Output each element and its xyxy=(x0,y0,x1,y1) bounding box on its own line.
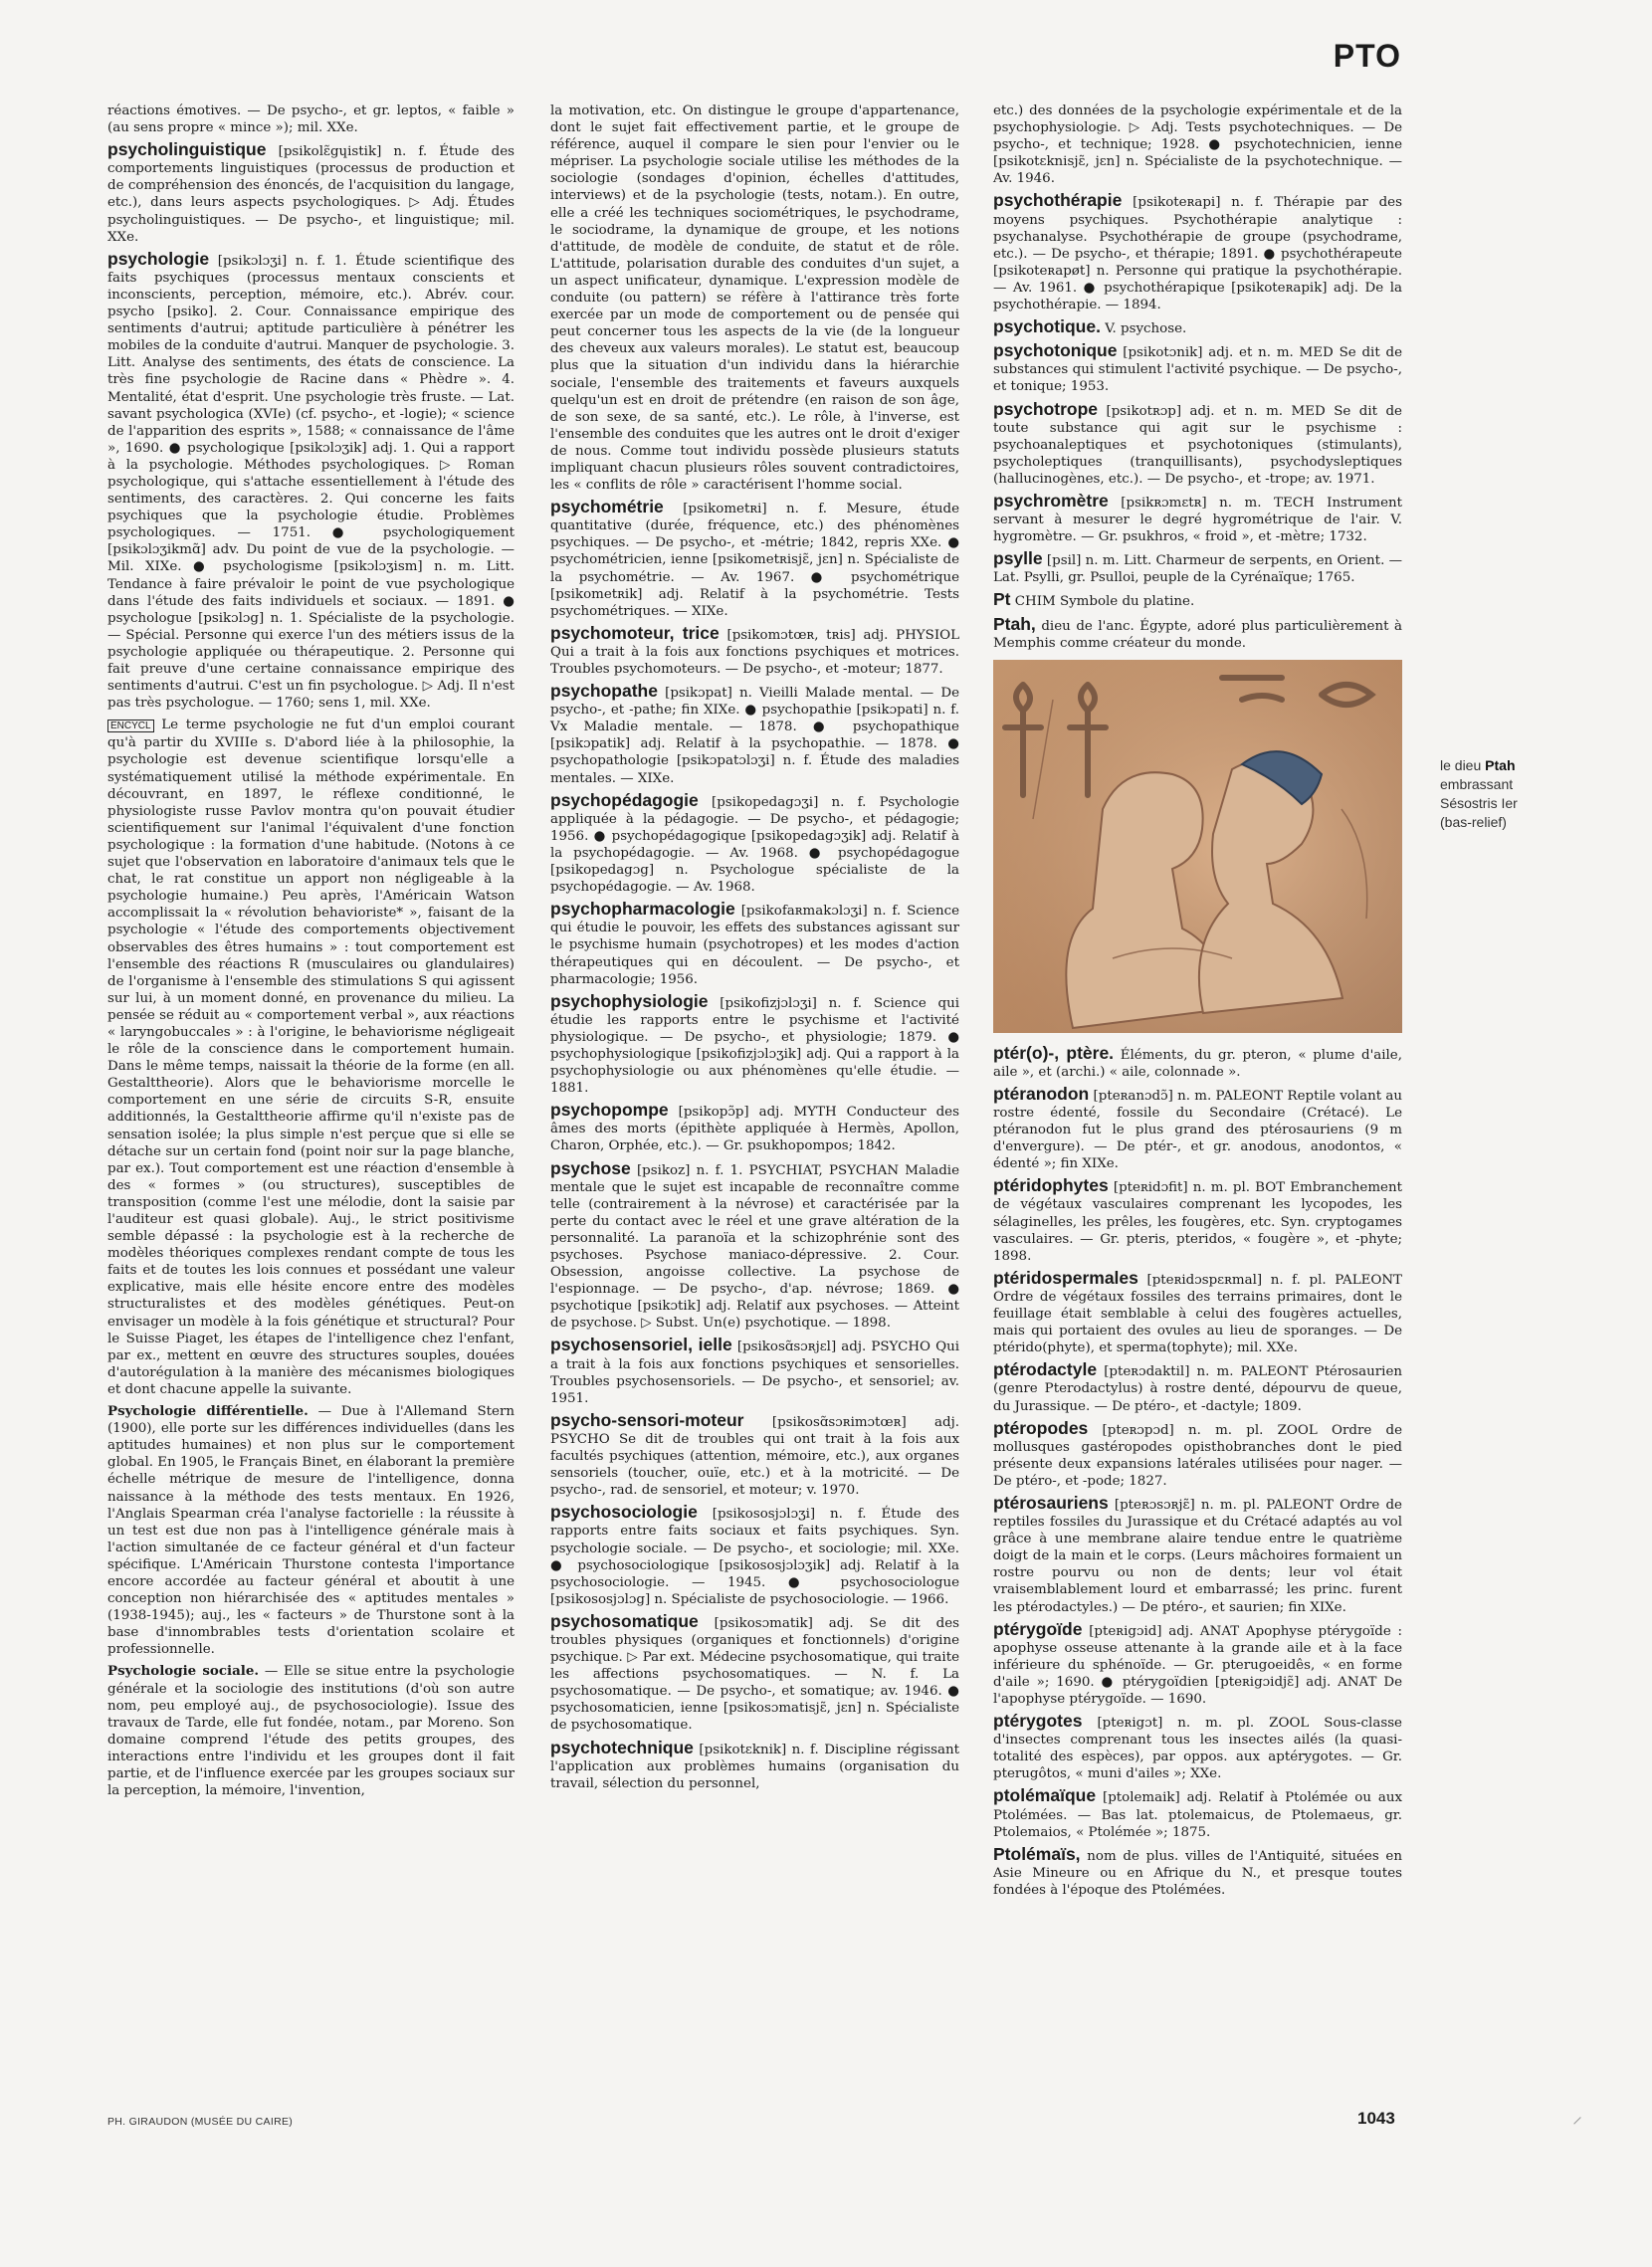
dictionary-entry xyxy=(993,1618,1402,1708)
dictionary-entry xyxy=(993,1177,1402,1264)
entry-definition: [pteʀigɔt] n. m. pl. ZOOL Sous-classe d'insectes comprenant tous les insectes ailés (la quasi-totalité des espèces), par oppos. aux aptérygotes. — Gr. pterugôtos, « muni d'ailes »; XXe. xyxy=(993,1716,1402,1782)
caption-prefix: le dieu xyxy=(1440,757,1482,773)
dictionary-entry xyxy=(993,103,1402,187)
entry-headword: ptérodactyle xyxy=(993,1359,1098,1380)
entry-definition: [psil] n. m. Litt. Charmeur de serpents, en Orient. — Lat. Psylli, gr. Psulloi, peuple de la Cyrénaïque; 1765. xyxy=(993,553,1402,586)
dictionary-entry xyxy=(550,1737,959,1792)
entry-headword: psychopathe xyxy=(550,681,658,702)
entry-headword: ptérygoïde xyxy=(993,1618,1083,1639)
dictionary-entry xyxy=(993,318,1402,337)
dictionary-entry xyxy=(993,342,1402,395)
entry-definition: Le terme psychologie ne fut d'un emploi courant qu'à partir du XVIIIe s. D'abord liée à la philosophie, la psychologie est devenue scientifique lorsqu'elle a systématiquement utilisé la méthode expérimentale. En découvrant, en 1897, le réflexe conditionné, le physiologiste russe Pavlov montra qu'on pouvait étudier scientifiquement sur l'animal l'équivalent d'une fonction psychologique : la formation d'une habitude. (Notons à ce sujet que l'observation en laboratoire d'animaux tels que le chat, le rat constitue un apport non négligeable à la psychologie humaine.) Peu après, l'Américain Watson accomplissait la « révolution behavioriste* », faisant de la psychologie « l'étude des comportements objectivement observables des êtres humains » : tout comportement est l'ensemble des réactions R (musculaires ou glandulaires) de l'organisme à l'ensemble des stimulations S qui agissent sur lui, à un moment donné, en provenance du milieu. La pensée se réduit au « comportement verbal », aux réactions « laryngobuccales » : à l'origine, le behaviorisme négligeait le rôle de la conscience dans le comportement humain. Dans le même temps, naissait la théorie de la forme (en all. Gestalttheorie). Alors que le behaviorisme morcelle le comportement en une série de circuits S-R, ensuite additionnés, la Gestalttheorie affirme qu'il n'existe pas de sensation isolée; la plus simple n'est perçue que si elle se détache sur un certain fond (point noir sur la page blanche, par ex.). Tout comportement est une réaction d'ensemble à des « formes » (ou structures), susceptibles de transposition (comme l'est une mélodie, dont la saisie par l'auditeur est quasi globale). Auj., le strict positivisme semble dépassé : la psychologie est à la recherche de modèles théoriques complexes rendant compte de tous les faits et de toutes les lois connues et possédant une valeur explicative, mais elle hésite encore entre des modèles structuralistes et des modèles génétiques. Peut-on envisager un modèle à la fois génétique et structural? Pour le Suisse Piaget, les étapes de l'intelligence chez l'enfant, par ex., mettent en œuvre des structures souples, douées d'autorégulation à la manière des mécanismes biologiques et dont chacune appelle la suivante. xyxy=(107,718,515,1397)
entry-definition: dieu de l'anc. Égypte, adoré plus particulièrement à Memphis comme créateur du monde. xyxy=(993,618,1402,651)
dictionary-entry xyxy=(993,192,1402,313)
entry-headword: psychologie xyxy=(107,248,210,269)
entry-headword: psychose xyxy=(550,1157,631,1178)
entry-headword: psychothérapie xyxy=(993,190,1123,211)
dictionary-entry xyxy=(107,248,516,713)
entry-definition: [psikɔpat] n. Vieilli Malade mental. — De psycho-, et -pathe; fin XIXe. ● psychopathie [psikɔpati] n. f. Vx Maladie mentale. — 1878. ● psychopathique [psikɔpatik] adj. Relatif à la psychopathie. — 1878. ● psychopathologie [psikɔpatɔlɔʒi] n. f. Étude des maladies mentales. — XIXe. xyxy=(550,686,960,786)
entry-headword: psylle xyxy=(993,548,1043,569)
entry-definition: nom de plus. villes de l'Antiquité, situées en Asie Mineure ou en Afrique du N., et presque toutes fondées à l'époque des Ptolémées. xyxy=(993,1848,1402,1898)
entry-definition: [psikosɑ̃sɔʀjɛl] adj. PSYCHO Qui a trait à la fois aux fonctions psychiques et sensorielles. Troubles psychosensoriels. — De psycho-, et sensoriel; av. 1951. xyxy=(550,1340,959,1406)
dictionary-entry xyxy=(993,1083,1402,1172)
dictionary-entry xyxy=(993,398,1402,488)
entry-headword: psychotonique xyxy=(993,340,1118,361)
entry-headword: ptéranodon xyxy=(993,1083,1090,1104)
entry-headword: psychotique. xyxy=(993,316,1101,337)
entry-headword: psychométrie xyxy=(550,497,664,517)
entry-headword: psychromètre xyxy=(993,490,1109,511)
guide-word: PTO xyxy=(1333,38,1401,74)
dictionary-entry xyxy=(550,683,959,787)
entry-definition: [psikɔlɔʒi] n. f. 1. Étude scientifique des faits psychiques (processus mentaux conscients et inconscients, perception, mémoire, etc.). Abrév. cour. psycho [psiko]. 2. Cour. Connaissance empirique des sentiments d'autrui; aptitude particulière à pénétrer les mobiles de la conduite d'autrui. Manquer de psychologie. 3. Litt. Analyse des sentiments, des états de conscience. La très fine psychologie de Racine dans « Phèdre ». 4. Mentalité, état d'esprit. Une psychologie très fruste. — Lat. savant psychologica (XVIe) (cf. psycho-, et -logie); « science de l'apparition des esprits », 1588; « connaissance de l'âme », 1690. ● psychologique [psikɔlɔʒik] adj. 1. Qui a rapport à la psychologie. Méthodes psychologiques. ▷ Roman psychologique, qui s'attache essentiellement à l'étude des sentiments, des caractères. 2. Qui concerne les faits psychiques que la psychologie étudie. Problèmes psychologiques. — 1751. ● psychologiquement [psikɔlɔʒikmɑ̃] adv. Du point de vue de la psychologie. — Mil. XIXe. ● psychologisme [psikɔlɔʒism] n. m. Litt. Tendance à faire prévaloir le point de vue psychologique dans l'étude des faits individuels et sociaux. — 1891. ● psychologue [psikɔlɔg] n. 1. Spécialiste de la psychologie. — Spécial. Personne qui exerce l'un des métiers issus de la psychologie appliquée ou thérapeutique. 2. Personne qui fait preuve d'une certaine connaissance empirique des sentiments d'autrui. C'est un fin psychologue. ▷ Adj. Il n'est pas très psychologue. — 1760; sens 1, mil. XXe. xyxy=(107,253,516,712)
dictionary-entry xyxy=(993,1787,1402,1840)
caption-rest: embrassant Sésostris Ier (bas-relief) xyxy=(1440,776,1518,830)
entry-headword: ptéropodes xyxy=(993,1417,1089,1438)
column-left xyxy=(107,103,515,1804)
dictionary-entry xyxy=(550,901,959,987)
entry-definition: [psikofizjɔlɔʒi] n. f. Science qui étudie les rapports entre le psychisme et l'activité physiologique. — De psycho-, et physiologie; 1879. ● psychophysiologique [psikofizjɔlɔʒik] adj. Qui a rapport à la psychophysiologie ou aux phénomènes qu'elle étudie. — 1881. xyxy=(550,995,959,1097)
entry-definition: [pteʀidɔspɛʀmal] n. f. pl. PALEONT Ordre de végétaux fossiles des terrains primaires, dont le feuillage était semblable à celui des fougères actuelles, mais qui portaient des ovules au lieu de sporanges. — De ptérido(phyte), et sperma(tophyte); mil. XXe. xyxy=(993,1272,1402,1356)
entry-definition: [psikometʀi] n. f. Mesure, étude quantitative (durée, fréquence, etc.) des phénomènes psychiques. — De psycho-, et -métrie; 1842, repris XXe. ● psychométricien, ienne [psikometʀisjɛ̃, jɛn] n. Spécialiste de la psychométrie. — Av. 1967. ● psychométrique [psikometʀik] adj. Relatif à la psychométrie. Tests psychométriques. — XIXe. xyxy=(550,502,959,619)
entry-headword: Ptah, xyxy=(993,613,1036,634)
entry-definition: [psikofaʀmakɔlɔʒi] n. f. Science qui étudie le pouvoir, les effets des substances agissant sur le psychisme humain (psychotropes) et les modes d'action thérapeutiques qui en découlent. — De psycho-, et pharmacologie; 1956. xyxy=(550,904,959,987)
entry-definition: [psikolɛ̃gɥistik] n. f. Étude des comportements linguistiques (processus de production et de compréhension des énoncés, de l'acquisition du langage, etc.), dans leurs aspects psychologiques. ▷ Adj. Études psycholinguistiques. — De psycho-, et linguistique; mil. XXe. xyxy=(107,144,515,245)
entry-headword: psychotrope xyxy=(993,398,1099,419)
entry-definition: [psikotʀɔp] adj. et n. m. MED Se dit de toute substance qui agit sur le psychisme : psychoanaleptiques et psychotoniques (stimulants), psycholeptiques (tranquillisants), psychodysleptiques (hallucinogènes, etc.). — De psycho-, et -trope; av. 1971. xyxy=(993,403,1402,487)
dictionary-entry xyxy=(993,591,1402,610)
entry-definition: la motivation, etc. On distingue le groupe d'appartenance, dont le sujet fait effectivement partie, et le groupe de référence, auquel il compare le sien pour l'envier ou le mépriser. La psychologie sociale utilise les méthodes de la sociologie (sondages d'opinion, échelles d'attitudes, interviews) et de la psychologie (tests, notam.). En outre, elle a créé les techniques sociométriques, le psychodrame, le sociodrame, la dynamique de groupe, et les notions d'attitude, de modèle de conduite, de statut et de rôle. L'attitude, polarisation durable des conduites d'un sujet, a un aspect unificateur, dynamique. L'expression modèle de conduite (ou pattern) se réfère à l'attirance très forte exercée par un mode de comportement ou de pensée qui peut concerner tous les aspects de la vie (de la longueur des cheveux aux valeurs morales). Le statut est, beaucoup plus que la situation d'un individu dans la hiérarchie sociale, l'ensemble des traitements et faveurs auxquels quelqu'un est en droit de prétendre (en raison de son âge, de son sexe, de sa santé, etc.). Le rôle, à l'inverse, est l'ensemble des conduites que les autres ont le droit d'exiger de nous. Comme tout individu possède plusieurs statuts impliquant chacun plusieurs rôles souvent contradictoires, les « conflits de rôle » caractérisent l'homme social. xyxy=(550,103,959,494)
entry-definition: [pteʀigɔid] adj. ANAT Apophyse ptérygoïde : apophyse osseuse attenante à la grande aile et à la face inférieure du sphénoïde. — Gr. pterugoeidês, « en forme d'aile »; 1690. ● ptérygoïdien [pteʀigɔidjɛ̃] adj. ANAT De l'apophyse ptérygoïde. — 1690. xyxy=(993,1623,1402,1707)
dictionary-entry xyxy=(550,1102,959,1154)
entry-definition: [pteʀidɔfit] n. m. pl. BOT Embranchement de végétaux vasculaires comprenant les lycopodes, les sélaginelles, les prêles, les fougères, etc. Syn. cryptogames vasculaires. — Gr. pteris, pteridos, « fougère », et -phyte; 1898. xyxy=(993,1180,1402,1264)
dictionary-entry xyxy=(550,1337,959,1406)
dictionary-entry xyxy=(993,1417,1402,1490)
dictionary-entry xyxy=(550,622,959,678)
entry-definition: [psikopedagɔʒi] n. f. Psychologie appliquée à la pédagogie. — De psycho-, et pédagogie; 1956. ● psychopédagogique [psikopedagɔʒik] adj. Relatif à la psychopédagogie. — Av. 1968. ● psychopédagogue [psikopedagɔg] n. Psychologue spécialiste de la psychopédagogie. — Av. 1968. xyxy=(550,794,959,896)
caption-name: Ptah xyxy=(1485,757,1516,773)
entry-headword: psychopédagogie xyxy=(550,789,699,810)
entry-headword: Pt xyxy=(993,589,1011,610)
entry-definition: CHIM Symbole du platine. xyxy=(1014,594,1195,610)
dictionary-entry xyxy=(550,103,959,494)
entry-definition: [psikʀɔmɛtʀ] n. m. TECH Instrument servant à mesurer le degré hygrométrique de l'air. V. hygromètre. — Gr. psukhros, « froid », et -mètre; 1732. xyxy=(993,495,1402,545)
dictionary-entry xyxy=(107,717,515,1398)
dictionary-entry xyxy=(993,1492,1402,1616)
entry-definition: [pteʀɔpɔd] n. m. pl. ZOOL Ordre de mollusques gastéropodes opisthobranches dont le pied présente deux expansions latérales utilisées pour nager. — De ptéro-, et -pode; 1827. xyxy=(993,1422,1402,1489)
entry-headword: psycho-sensori-moteur xyxy=(550,1409,744,1430)
dictionary-entry xyxy=(993,1713,1402,1782)
entry-headword: psycholinguistique xyxy=(107,139,267,160)
page-number: 1043 xyxy=(1357,2109,1395,2128)
dictionary-entry xyxy=(993,550,1402,586)
encyclopedic-tag: ENCYCL xyxy=(107,720,154,732)
dictionary-entry xyxy=(550,990,959,1098)
entry-definition: [psikomɔtœʀ, tʀis] adj. PHYSIOL Qui a trait à la fois aux fonctions psychiques et motrices. Troubles psychomoteurs. — De psycho-, et -moteur; 1877. xyxy=(550,627,959,677)
dictionary-entry xyxy=(550,1409,959,1499)
entry-headword: psychotechnique xyxy=(550,1737,694,1757)
entry-headword: ptéridophytes xyxy=(993,1175,1109,1196)
dictionary-entry xyxy=(550,1157,959,1333)
entry-definition: [pteʀɔsɔʀjɛ̃] n. m. pl. PALEONT Ordre de reptiles fossiles du Jurassique et du Crétacé adaptés au vol grâce à une membrane alaire tendue entre le quatrième doigt de la main et le corps. (Leurs mâchoires formaient un rostre pourvu ou non de dents; leur vol était vraisemblablement lourd et embarrassé; les princ. furent les ptérodactyles.) — De ptéro-, et saurien; fin XIXe. xyxy=(993,1497,1402,1615)
dictionary-entry xyxy=(550,1504,959,1608)
entry-headword: ptér(o)-, ptère. xyxy=(993,1042,1115,1063)
dictionary-entry xyxy=(550,499,959,620)
dictionary-entry xyxy=(993,1361,1402,1414)
entry-definition: réactions émotives. — De psycho-, et gr. leptos, « faible » (au sens propre « mince »); mil. XXe. xyxy=(107,103,515,136)
entry-definition: Éléments, du gr. pteron, « plume d'aile, aile », et (archi.) « aile, colonnade ». xyxy=(993,1047,1402,1080)
dictionary-entry xyxy=(107,141,515,246)
figure-caption xyxy=(1440,756,1549,832)
entry-headword: psychopompe xyxy=(550,1100,669,1121)
entry-definition: V. psychose. xyxy=(1105,321,1187,337)
dictionary-entry xyxy=(993,1042,1402,1081)
entry-definition: [pteʀɔdaktil] n. m. PALEONT Ptérosaurien (genre Pterodactylus) à rostre denté, dépourvu de queue, du Jurassique. — De ptéro-, et -dactyle; 1809. xyxy=(993,1364,1402,1414)
entry-headword: ptolémaïque xyxy=(993,1785,1097,1806)
entry-headword: psychopharmacologie xyxy=(550,899,735,920)
entry-definition: [psikotɛknik] n. f. Discipline régissant l'application aux problèmes humains (organisation du travail, sélection du personnel, xyxy=(550,1742,959,1791)
entry-definition: etc.) des données de la psychologie expérimentale et de la psychophysiologie. ▷ Adj. Tests psychotechniques. — De psycho-, et technique; 1928. ● psychotechnicien, ienne [psikotɛknisjɛ̃, jɛn] n. Spécialiste de la psychotechnique. — Av. 1946. xyxy=(993,103,1402,187)
entry-headword: psychomoteur, trice xyxy=(550,622,720,643)
dictionary-entry xyxy=(107,1663,515,1799)
entry-definition: [psikososjɔlɔʒi] n. f. Étude des rapports entre faits sociaux et faits psychiques. Syn. psychologie sociale. — De psycho-, et sociologie; mil. XXe. ● psychosociologique [psikososjɔlɔʒik] adj. Relatif à la psychosociologie. — 1945. ● psychosociologue [psikososjɔlɔg] n. Spécialiste de psychosociologie. — 1966. xyxy=(550,1507,959,1607)
section-heading: Psychologie différentielle. xyxy=(107,1403,309,1420)
section-heading: Psychologie sociale. xyxy=(107,1663,260,1680)
entry-headword: Ptolémaïs, xyxy=(993,1843,1081,1864)
corner-scribble: ⸝ xyxy=(1572,2104,1582,2128)
entry-definition: [ptolemaik] adj. Relatif à Ptolémée ou aux Ptolémées. — Bas lat. ptolemaicus, de Ptolemaeus, gr. Ptolemaios, « Ptolémée »; 1875. xyxy=(993,1790,1402,1840)
dictionary-entry xyxy=(550,1610,959,1735)
dictionary-entry xyxy=(993,613,1402,652)
dictionary-entry xyxy=(107,103,515,136)
entry-definition: [psikotɔnik] adj. et n. m. MED Se dit de substances qui stimulent l'activité psychique. — De psycho-, et tonique; 1953. xyxy=(993,345,1402,395)
dictionary-entry xyxy=(107,1403,515,1658)
column-middle xyxy=(550,103,959,1797)
dictionary-entry xyxy=(550,789,959,897)
entry-headword: psychophysiologie xyxy=(550,990,709,1011)
dictionary-entry xyxy=(993,490,1402,545)
entry-headword: psychosomatique xyxy=(550,1610,699,1631)
entry-definition: [psikoteʀapi] n. f. Thérapie par des moyens psychiques. Psychothérapie analytique : psychanalyse. Psychothérapie de groupe (psychodrame, etc.). — De psycho-, et thérapie; 1891. ● psychothérapeute [psikoteʀapøt] n. Personne qui pratique la psychothérapie. — Av. 1961. ● psychothérapique [psikoteʀapik] adj. De la psychothérapie. — 1894. xyxy=(993,195,1402,313)
entry-definition: [psikosɔmatik] adj. Se dit des troubles physiques (organiques et fonctionnels) d'origine psychique. ▷ Par ext. Médecine psychosomatique, qui traite les affections psychosomatiques. — N. f. La psychosomatique. — De psycho-, et somatique; av. 1946. ● psychosomaticien, ienne [psikosɔmatisjɛ̃, jɛn] n. Spécialiste de psychosomatique. xyxy=(550,1615,959,1734)
ptah-relief-image xyxy=(993,660,1402,1033)
photo-credit: PH. GIRAUDON (MUSÉE DU CAIRE) xyxy=(107,2116,294,2128)
column-right xyxy=(993,103,1402,1904)
entry-definition: — Elle se situe entre la psychologie générale et la sociologie des institutions (d'où son autre nom, peu employé auj., de psychosociologie). Issue des travaux de Tarde, elle fut fondée, notam., par Moreno. Son domaine comprend l'étude des petits groupes, des interactions entre l'individu et les groupes dont il fait partie, et de l'influence exercée par les groupes sociaux sur la perception, la mémoire, l'invention, xyxy=(107,1664,515,1799)
entry-definition: [pteʀanɔdɔ̃] n. m. PALEONT Reptile volant au rostre édenté, fossile du Secondaire (Crétacé). Le ptéranodon fut le plus grand des ptérosauriens (9 m d'envergure). — De ptér-, et gr. anodous, anodontos, « édenté »; fin XIXe. xyxy=(993,1088,1402,1172)
entry-definition: — Due à l'Allemand Stern (1900), elle porte sur les différences individuelles (dans les aptitudes humaines) et non plus sur le comportement global. En 1905, le Français Binet, en élaborant la première échelle métrique de mesure de l'intelligence, donna naissance à la méthode des tests mentaux. En 1926, l'Anglais Spearman créa l'analyse factorielle : la réussite à un test est due non pas à l'intelligence générale mais à l'action simultanée de ce facteur général et d'un facteur spécifique. L'Américain Thurstone contesta l'importance encore accordée au facteur général et aboutit à une conception non hiérarchisée des « aptitudes mentales » (1938-1945); auj., les « facteurs » de Thurstone sont à la base d'innombrables tests d'orientation scolaire et professionnelle. xyxy=(107,1404,515,1658)
entry-headword: ptérosauriens xyxy=(993,1492,1109,1513)
dictionary-entry xyxy=(993,1267,1402,1356)
dictionary-entry xyxy=(993,1843,1402,1899)
entry-definition: [psikosɑ̃sɔʀimɔtœʀ] adj. PSYCHO Se dit de troubles qui ont trait à la fois aux facultés psychiques (attention, mémoire, etc.), aux organes sensoriels (toucher, ouïe, etc.) et à la motricité. — De psycho-, rad. de sensoriel, et moteur; v. 1970. xyxy=(550,1414,959,1499)
entry-headword: ptéridospermales xyxy=(993,1267,1138,1288)
entry-headword: ptérygotes xyxy=(993,1711,1083,1732)
entry-headword: psychosensoriel, ielle xyxy=(550,1335,732,1355)
entry-definition: [psikoz] n. f. 1. PSYCHIAT, PSYCHAN Maladie mentale que le sujet est incapable de reconnaître comme telle (contrairement à la névrose) et caractérisée par la perte du contact avec le réel et une grave altération de la personnalité. La paranoïa et la schizophrénie sont des psychoses. Psychose maniaco-dépressive. 2. Cour. Obsession, angoisse collective. La psychose de l'espionnage. — De psycho-, d'ap. névrose; 1869. ● psychotique [psikɔtik] adj. Relatif aux psychoses. — Atteint de psychose. ▷ Subst. Un(e) psychotique. — 1898. xyxy=(550,1162,959,1332)
entry-headword: psychosociologie xyxy=(550,1502,698,1523)
entry-definition: [psikopɔ̃p] adj. MYTH Conducteur des âmes des morts (épithète appliquée à Hermès, Apollon, Charon, Orphée, etc.). — Gr. psukhopompos; 1842. xyxy=(550,1105,959,1154)
